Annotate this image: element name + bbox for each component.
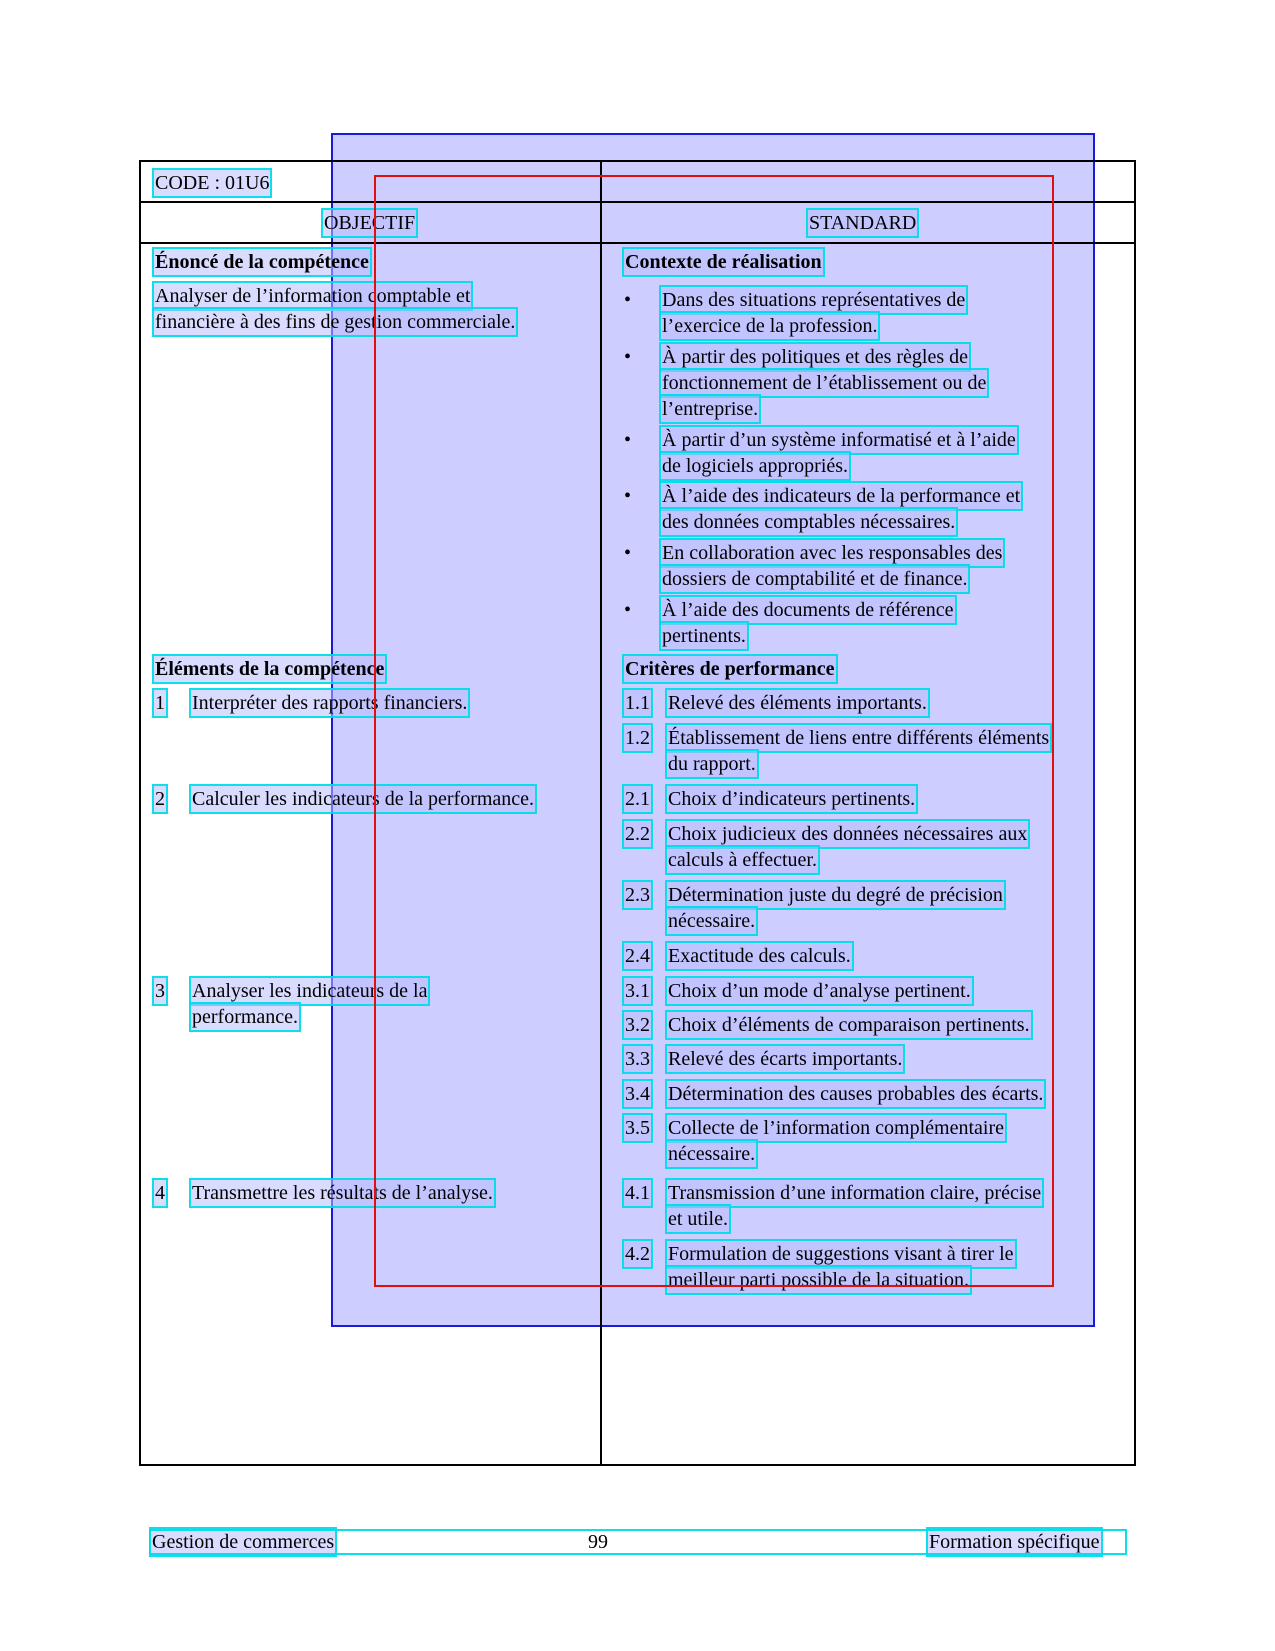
- contexte-item-text: En collaboration avec les responsables des: [662, 542, 1003, 564]
- header-standard: STANDARD: [809, 212, 917, 234]
- critere-text: du rapport.: [668, 753, 756, 775]
- critere-text: Collecte de l’information complémentaire: [668, 1117, 1004, 1139]
- critere-text: Choix d’éléments de comparaison pertinents.: [668, 1014, 1030, 1036]
- element-number: 3: [155, 980, 165, 1002]
- criteres-title: Critères de performance: [625, 658, 835, 680]
- critere-text: Détermination des causes probables des écarts.: [668, 1083, 1044, 1105]
- contexte-item-text: À l’aide des indicateurs de la performance et: [662, 485, 1021, 507]
- contexte-item-text: de logiciels appropriés.: [662, 455, 849, 477]
- table-right-border: [1134, 160, 1136, 1466]
- contexte-item-text: dossiers de comptabilité et de finance.: [662, 568, 968, 590]
- footer-page-number: 99: [588, 1531, 608, 1553]
- critere-text: nécessaire.: [668, 910, 756, 932]
- element-text: Transmettre les résultats de l’analyse.: [192, 1182, 493, 1204]
- footer-left: Gestion de commerces: [152, 1531, 335, 1553]
- contexte-item-text: pertinents.: [662, 625, 746, 647]
- element-text: performance.: [192, 1006, 299, 1028]
- table-bottom-border: [139, 1464, 1135, 1466]
- critere-text: Choix judicieux des données nécessaires aux: [668, 823, 1028, 845]
- critere-number: 2.3: [625, 884, 650, 906]
- enonce-text-line-2: financière à des fins de gestion commerciale.: [155, 311, 516, 333]
- element-text: Calculer les indicateurs de la performance.: [192, 788, 535, 810]
- critere-number: 4.1: [625, 1182, 650, 1204]
- critere-number: 2.2: [625, 823, 650, 845]
- contexte-item-text: Dans des situations représentatives de: [662, 289, 966, 311]
- footer-right: Formation spécifique: [929, 1531, 1100, 1553]
- contexte-item-text: l’entreprise.: [662, 398, 759, 420]
- table-left-border: [139, 160, 141, 1466]
- critere-text: Formulation de suggestions visant à tirer le: [668, 1243, 1014, 1265]
- bullet: •: [624, 599, 632, 621]
- bullet: •: [624, 429, 632, 451]
- critere-text: Établissement de liens entre différents éléments: [668, 727, 1050, 749]
- critere-number: 2.4: [625, 945, 650, 967]
- critere-number: 1.1: [625, 692, 650, 714]
- critere-text: Choix d’un mode d’analyse pertinent.: [668, 980, 971, 1002]
- bullet: •: [624, 289, 632, 311]
- contexte-item-text: À partir d’un système informatisé et à l’aide: [662, 429, 1016, 451]
- contexte-item-text: À l’aide des documents de référence: [662, 599, 954, 621]
- element-number: 2: [155, 788, 165, 810]
- critere-text: Choix d’indicateurs pertinents.: [668, 788, 916, 810]
- critere-text: et utile.: [668, 1208, 728, 1230]
- critere-number: 4.2: [625, 1243, 650, 1265]
- critere-number: 3.1: [625, 980, 650, 1002]
- critere-text: Transmission d’une information claire, précise: [668, 1182, 1042, 1204]
- footer-highlight-bar: [151, 1531, 1125, 1553]
- enonce-title: Énoncé de la compétence: [155, 251, 369, 273]
- critere-number: 2.1: [625, 788, 650, 810]
- element-text: Analyser les indicateurs de la: [192, 980, 428, 1002]
- element-number: 4: [155, 1182, 165, 1204]
- contexte-item-text: fonctionnement de l’établissement ou de: [662, 372, 987, 394]
- contexte-item-text: l’exercice de la profession.: [662, 315, 878, 337]
- critere-text: Détermination juste du degré de précision: [668, 884, 1003, 906]
- critere-number: 3.4: [625, 1083, 650, 1105]
- critere-number: 3.2: [625, 1014, 650, 1036]
- contexte-title: Contexte de réalisation: [625, 251, 822, 273]
- bullet: •: [624, 346, 632, 368]
- enonce-text-line-1: Analyser de l’information comptable et: [155, 285, 471, 307]
- critere-text: Exactitude des calculs.: [668, 945, 851, 967]
- critere-text: Relevé des écarts importants.: [668, 1048, 903, 1070]
- element-number: 1: [155, 692, 165, 714]
- contexte-item-text: des données comptables nécessaires.: [662, 511, 956, 533]
- competence-code: CODE : 01U6: [155, 172, 270, 194]
- bullet: •: [624, 485, 632, 507]
- critere-text: nécessaire.: [668, 1143, 756, 1165]
- critere-text: meilleur parti possible de la situation.: [668, 1269, 970, 1291]
- critere-text: calculs à effectuer.: [668, 849, 817, 871]
- annotation-box-red: [374, 175, 1054, 1287]
- contexte-item-text: À partir des politiques et des règles de: [662, 346, 969, 368]
- critere-number: 3.3: [625, 1048, 650, 1070]
- table-top-border: [139, 160, 1135, 162]
- critere-text: Relevé des éléments importants.: [668, 692, 927, 714]
- elements-title: Éléments de la compétence: [155, 658, 385, 680]
- header-objectif: OBJECTIF: [324, 212, 416, 234]
- critere-number: 3.5: [625, 1117, 650, 1139]
- element-text: Interpréter des rapports financiers.: [192, 692, 468, 714]
- critere-number: 1.2: [625, 727, 650, 749]
- bullet: •: [624, 542, 632, 564]
